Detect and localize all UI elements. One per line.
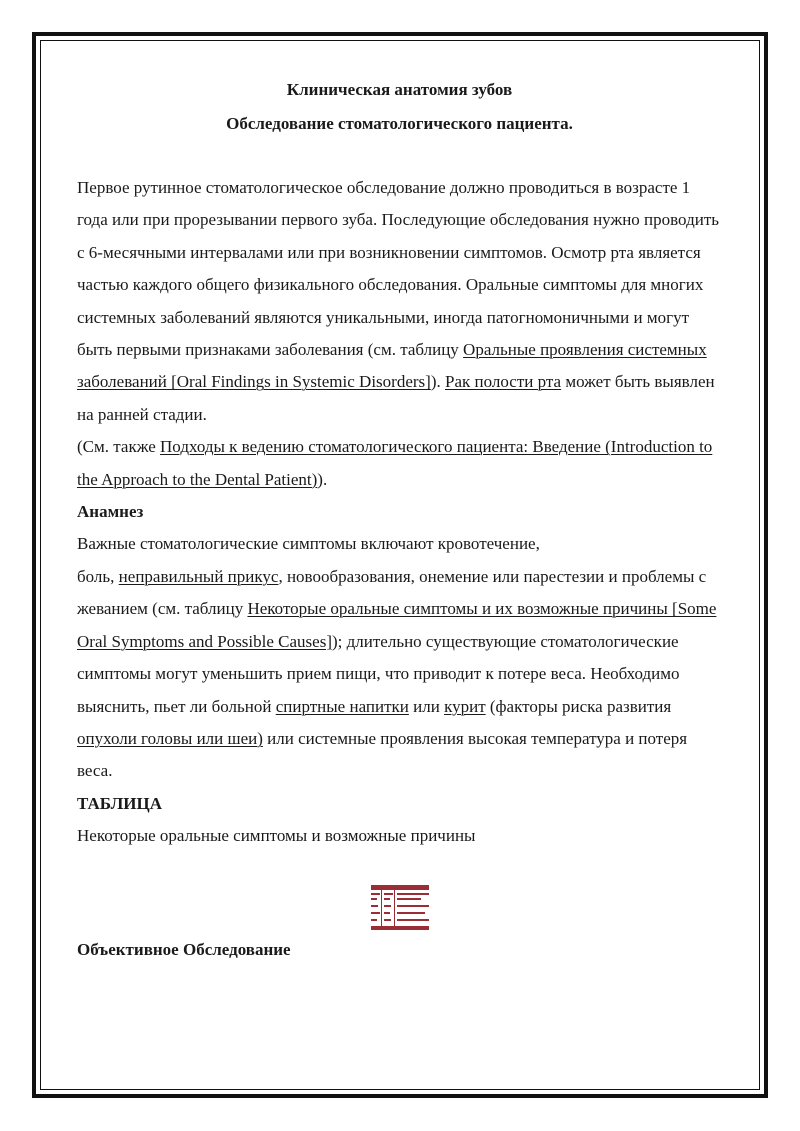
link-smoking[interactable]: курит xyxy=(444,696,486,716)
anamnesis-text-7: или системные проявления высокая температура и потеря веса. xyxy=(77,728,688,781)
document-body xyxy=(77,74,722,853)
exam-heading: Объективное Обследование xyxy=(77,940,291,959)
table-icon[interactable] xyxy=(371,885,429,931)
intro-text-3: может быть выявлен на ранней стадии. xyxy=(77,372,715,424)
document-subtitle: Обследование стоматологического пациента. xyxy=(226,114,573,133)
link-oral-cancer[interactable]: Рак полости рта xyxy=(444,372,562,392)
link-alcohol[interactable]: спиртные напитки xyxy=(275,696,409,716)
anamnesis-text-2: боль, xyxy=(77,566,119,586)
link-head-neck-tumors[interactable]: опухоли головы или шеи) xyxy=(77,728,263,748)
link-malocclusion[interactable]: неправильный прикус xyxy=(118,566,279,586)
anamnesis-text-6: (факторы риска развития xyxy=(485,696,672,716)
anamnesis-heading: Анамнез xyxy=(77,502,144,522)
anamnesis-text-4: ); длительно существующие стоматологические симптомы могут уменьшить прием пищи, что приводит к потере веса. Необходимо выяснить, пьет ли больной xyxy=(77,631,680,716)
anamnesis-paragraph xyxy=(77,561,722,788)
intro-text-2: ). xyxy=(430,372,445,392)
see-also-paragraph xyxy=(77,431,722,496)
table-icon-graphic xyxy=(371,885,429,931)
table-heading: ТАБЛИЦА xyxy=(77,793,162,813)
anamnesis-text-5: или xyxy=(408,696,445,716)
table-caption: Некоторые оральные симптомы и возможные причины xyxy=(77,826,476,846)
link-oral-findings[interactable]: Оральные проявления системных заболеваний [Oral Findings in Systemic Disorders] xyxy=(77,340,707,392)
see-also-text-2: ). xyxy=(317,469,328,489)
link-oral-symptoms-table[interactable]: Некоторые оральные симптомы и их возможные причины [Some Oral Symptoms and Possible Causes] xyxy=(77,599,717,651)
intro-paragraph xyxy=(77,172,722,431)
see-also-text-1: (См. также xyxy=(77,437,161,457)
document-title: Клиническая анатомия зубов xyxy=(286,80,513,99)
intro-text-1: Первое рутинное стоматологическое обследование должно проводиться в возрасте 1 года или при прорезывании первого зуба. Последующие обследования нужно проводить с 6-месячными интервалами или при возникновении симптомов. Осмотр рта является частью каждого общего физикального обследования. Оральные симптомы для многих системных заболеваний являются уникальными, иногда патогномоничными и могут быть первыми признаками заболевания (см. таблицу xyxy=(77,178,719,360)
link-approach-dental-patient[interactable]: Подходы к ведению стоматологического пациента: Введение (Introduction to the Approach to the Dental Patient) xyxy=(77,437,713,489)
anamnesis-text-3: , новообразования, онемение или парестезии и проблемы с жеванием (см. таблицу xyxy=(77,566,707,619)
anamnesis-line-1: Важные стоматологические симптомы включают кровотечение, xyxy=(77,534,540,554)
